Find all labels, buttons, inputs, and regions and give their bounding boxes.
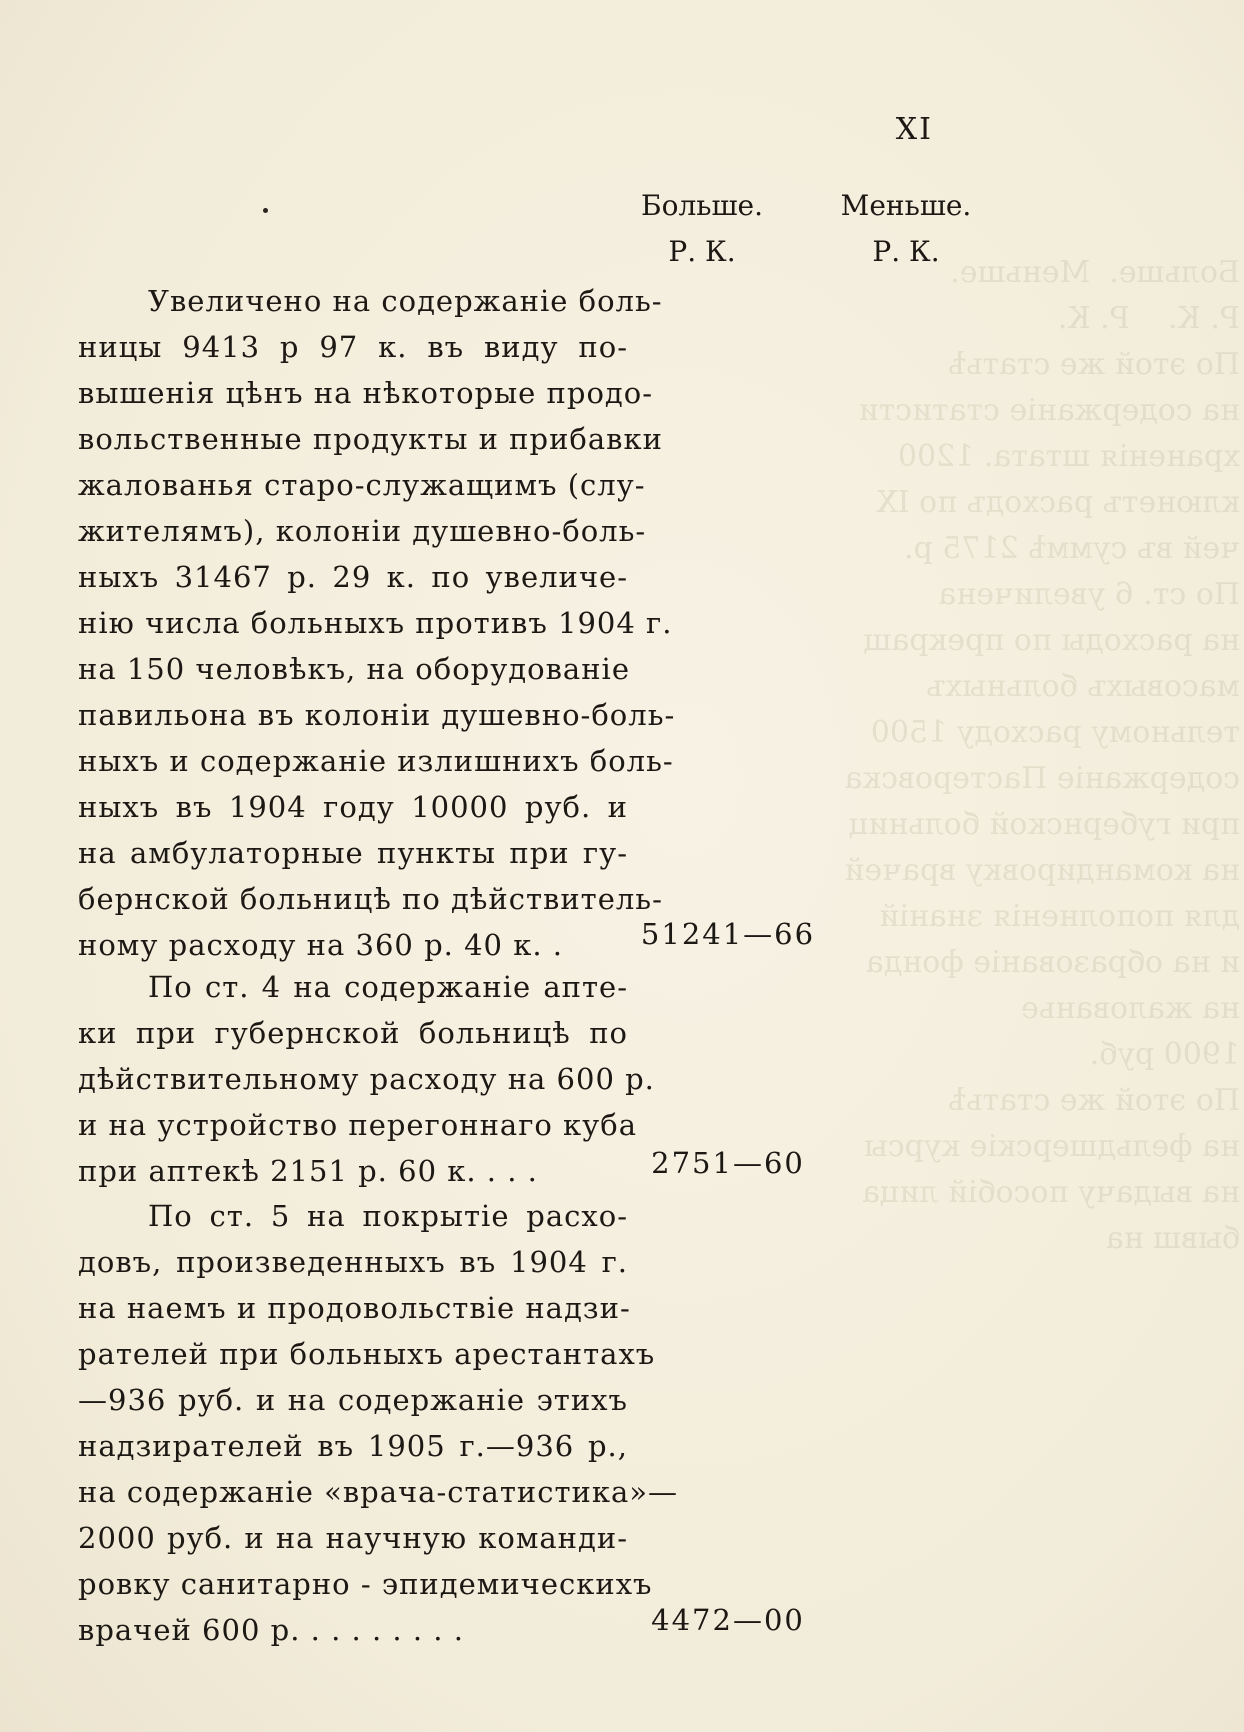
column-header-less-units: Р. К.	[872, 235, 940, 268]
stray-ink-dot	[263, 208, 268, 213]
amount-more-1: 51241—66	[640, 917, 816, 951]
column-header-more-units: Р. К.	[668, 235, 736, 268]
paragraph-line: 2000 руб. и на научную команди-	[78, 1521, 628, 1555]
paragraph-line: бернской больницѣ по дѣйствитель-	[78, 882, 663, 916]
paragraph-line: Увеличено на содержаніе боль-	[148, 284, 663, 318]
paragraph-line: на амбулаторные пункты при гу-	[78, 836, 628, 870]
paragraph-line: и на устройство перегоннаго куба	[78, 1108, 637, 1142]
paragraph-line: ныхъ въ 1904 году 10000 руб. и	[78, 790, 628, 824]
paragraph-line: надзирателей въ 1905 г.—936 р.,	[78, 1429, 628, 1463]
column-header-less	[836, 183, 976, 275]
paragraph-line: при аптекѣ 2151 р. 60 к. . . .	[78, 1154, 538, 1188]
paragraph-line: жалованья старо-служащимъ (слу-	[78, 468, 646, 502]
paragraph-line: на 150 человѣкъ, на оборудованіе	[78, 652, 630, 686]
paragraph-line: довъ, произведенныхъ въ 1904 г.	[78, 1245, 628, 1279]
amount-more-3: 4472—00	[651, 1603, 805, 1637]
paragraph-line: —936 руб. и на содержаніе этихъ	[78, 1383, 628, 1417]
paragraph-line: ному расходу на 360 р. 40 к. .	[78, 928, 563, 962]
paragraph-line: ныхъ 31467 р. 29 к. по увеличе-	[78, 560, 628, 594]
paragraph-line: ницы 9413 р 97 к. въ виду по-	[78, 330, 628, 364]
paragraph-line: ки при губернской больницѣ по	[78, 1016, 628, 1050]
paragraph-2	[78, 964, 655, 1194]
column-header-more-label: Больше.	[641, 189, 763, 222]
paragraph-line: вышенія цѣнъ на нѣкоторые продо-	[78, 376, 654, 410]
amount-more-2: 2751—60	[651, 1146, 805, 1180]
paragraph-line: вольственные продукты и прибавки	[78, 422, 663, 456]
paragraph-line: рателей при больныхъ арестантахъ	[78, 1337, 656, 1371]
paragraph-line: дѣйствительному расходу на 600 р.	[78, 1062, 655, 1096]
column-header-more	[632, 183, 772, 275]
paragraph-line: нію числа больныхъ противъ 1904 г.	[78, 606, 673, 640]
paragraph-line: По ст. 4 на содержаніе апте-	[148, 970, 628, 1004]
page-number: XI	[895, 112, 933, 147]
paragraph-line: на наемъ и продовольствіе надзи-	[78, 1291, 631, 1325]
paragraph-line: на содержаніе «врача-статистика»—	[78, 1475, 678, 1509]
show-through-reverse-print: Больше. Меньше. Р. К. Р. К. По этой же статьѣ на содержаніе статисти храненія штата. 1200 клюнетъ расходъ по IX чей въ суммѣ 2175 р. По ст. 6 увеличена на расходы по прекращ масовыхъ больныхъ тельному расходу 1500 содержаніе Пастеровска при губернской больниц на командировку врачей для пополненія знаній и на образованіе фонда на жалованье 1900 руб. По этой же статьѣ на фельдшерскіе курсы на выдачу пособій лица бывш на	[844, 255, 1240, 1256]
paragraph-1	[78, 278, 676, 968]
paragraph-line: ныхъ и содержаніе излишнихъ боль-	[78, 744, 674, 778]
paragraph-line: жителямъ), колоніи душевно-боль-	[78, 514, 647, 548]
paragraph-line: ровку санитарно - эпидемическихъ	[78, 1567, 653, 1601]
paragraph-line: павильона въ колоніи душевно-боль-	[78, 698, 676, 732]
column-header-less-label: Меньше.	[840, 189, 972, 222]
paragraph-line: врачей 600 р. . . . . . . . .	[78, 1613, 464, 1647]
paragraph-line: По ст. 5 на покрытіе расхо-	[148, 1199, 628, 1233]
paragraph-3	[78, 1193, 678, 1653]
